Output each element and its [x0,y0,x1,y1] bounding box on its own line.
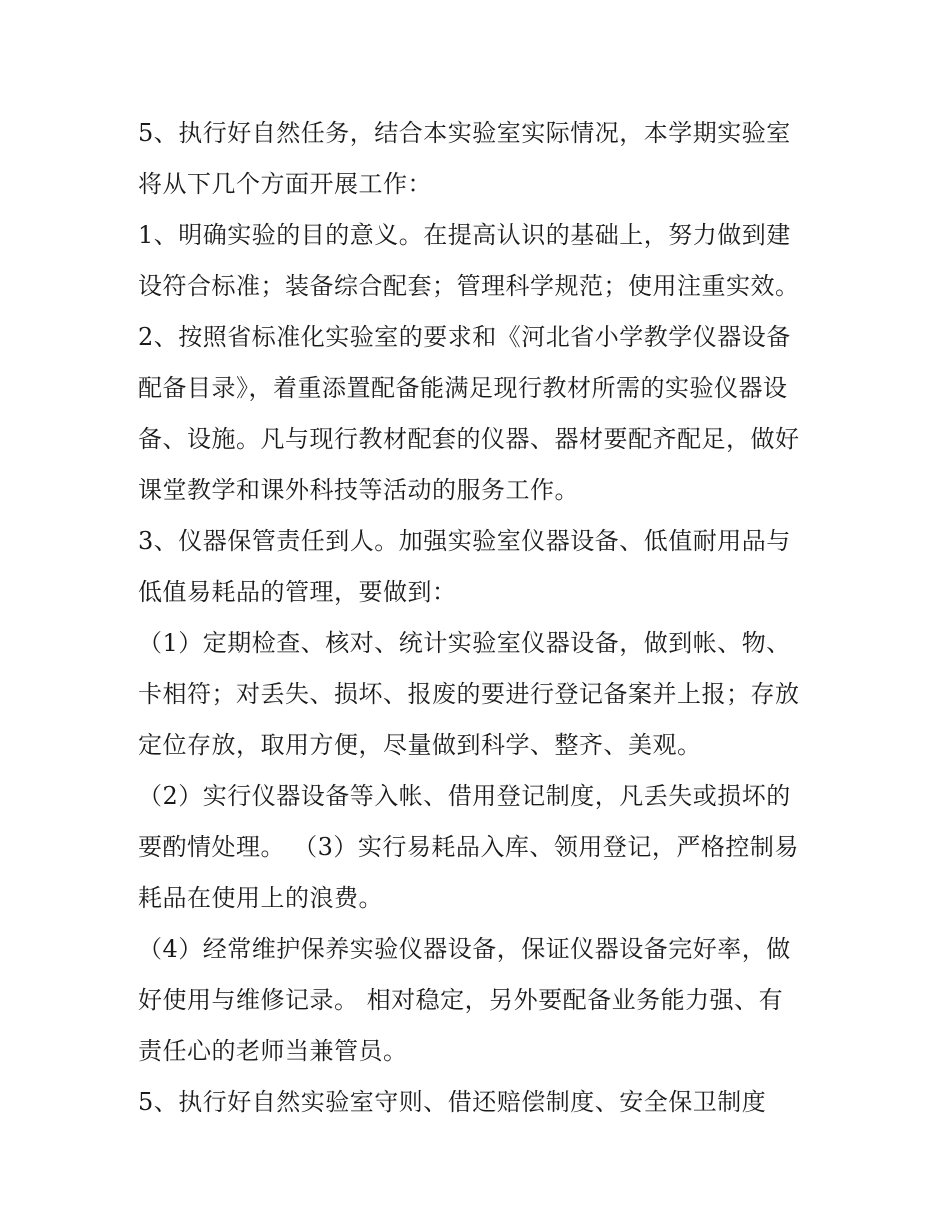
text-line: 好使用与维修记录。 相对稳定，另外要配备业务能力强、有 [138,986,784,1014]
text-line: （2）实行仪器设备等入帐、借用登记制度，凡丢失或损坏的 [138,782,791,810]
text-line: 备、设施。凡与现行教材配套的仪器、器材要配齐配足，做好 [138,425,800,453]
text-line: 5、执行好自然任务，结合本实验室实际情况，本学期实验室 [138,119,791,147]
text-line: 1、明确实验的目的意义。在提高认识的基础上，努力做到建 [138,221,791,249]
text-line: 卡相符；对丢失、损坏、报废的要进行登记备案并上报；存放 [138,680,800,708]
text-line: 5、执行好自然实验室守则、借还赔偿制度、安全保卫制度 [138,1088,767,1116]
text-line: 将从下几个方面开展工作： [138,170,432,198]
document-body [138,108,818,1128]
text-line: 设符合标准；装备综合配套；管理科学规范；使用注重实效。 [138,272,800,300]
text-line: 2、按照省标准化实验室的要求和《河北省小学教学仪器设备 [138,323,791,351]
text-line: （1）定期检查、核对、统计实验室仪器设备，做到帐、物、 [138,629,791,657]
text-line: 低值易耗品的管理，要做到： [138,578,457,606]
text-line: 责任心的老师当兼管员。 [138,1037,408,1065]
text-line: 3、仪器保管责任到人。加强实验室仪器设备、低值耐用品与 [138,527,791,555]
text-line: 课堂教学和课外科技等活动的服务工作。 [138,476,579,504]
text-line: 配备目录》，着重添置配备能满足现行教材所需的实验仪器设 [138,374,788,402]
text-line: 定位存放，取用方便，尽量做到科学、整齐、美观。 [138,731,702,759]
text-line: 耗品在使用上的浪费。 [138,884,383,912]
text-line: （4）经常维护保养实验仪器设备，保证仪器设备完好率，做 [138,935,791,963]
text-line: 要酌情处理。 （3）实行易耗品入库、领用登记，严格控制易 [138,833,799,861]
